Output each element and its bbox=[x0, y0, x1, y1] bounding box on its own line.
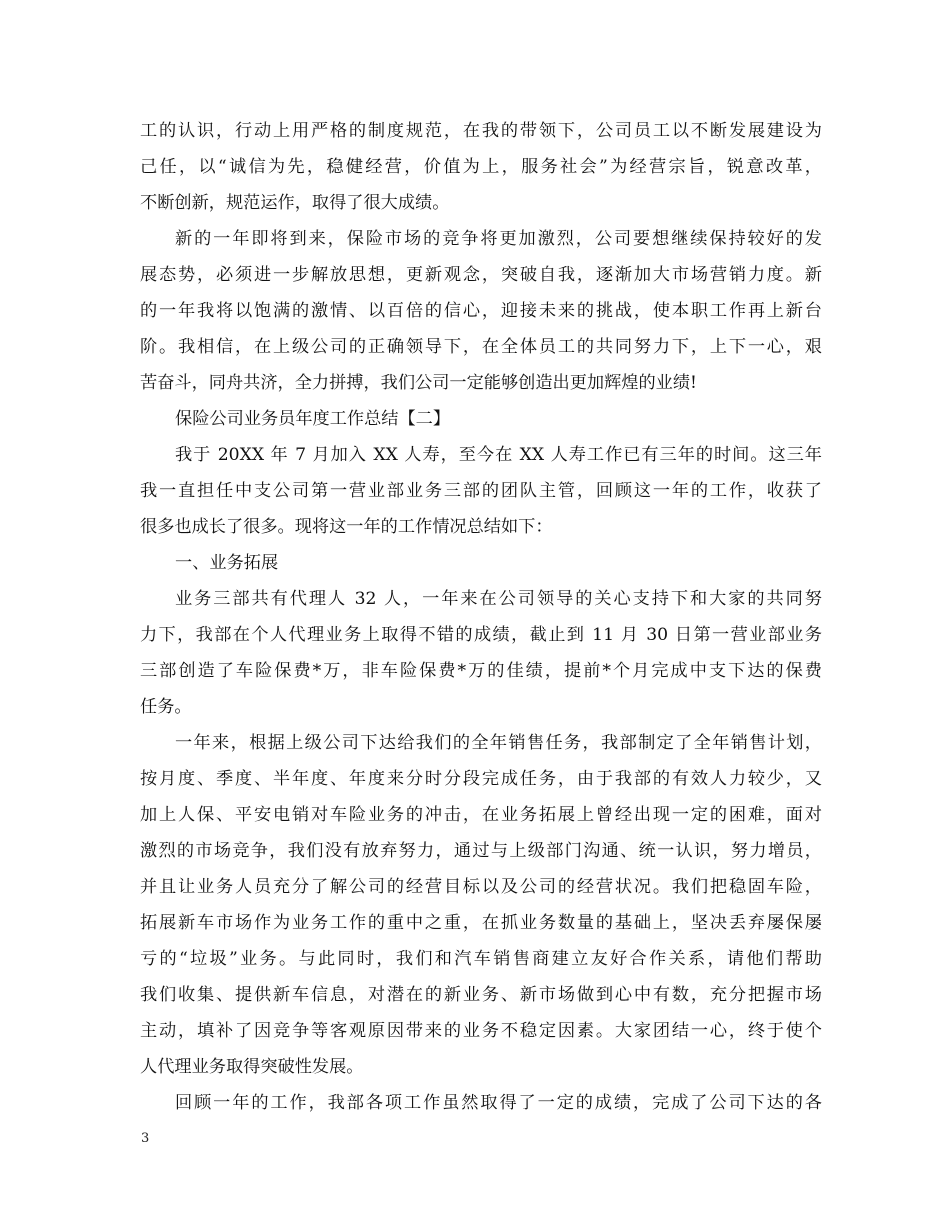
document-body bbox=[140, 113, 822, 1121]
text-line: 按月度、季度、半年度、年度来分时分段完成任务，由于我部的有效人力较少，又 bbox=[140, 769, 822, 789]
text-line: 力下，我部在个人代理业务上取得不错的成绩，截止到 11 月 30 日第一营业部业务 bbox=[140, 625, 822, 645]
text-line: 的一年我将以饱满的激情、以百倍的信心，迎接未来的挑战，使本职工作再上新台 bbox=[140, 301, 822, 321]
text-line: 回顾一年的工作，我部各项工作虽然取得了一定的成绩，完成了公司下达的各 bbox=[175, 1093, 822, 1113]
text-line: 新的一年即将到来，保险市场的竞争将更加激烈，公司要想继续保持较好的发 bbox=[175, 229, 822, 249]
text-line: 激烈的市场竞争，我们没有放弃努力，通过与上级部门沟通、统一认识，努力增员， bbox=[140, 841, 822, 861]
text-line: 我们收集、提供新车信息，对潜在的新业务、新市场做到心中有数，充分把握市场 bbox=[140, 985, 822, 1005]
text-line: 我一直担任中支公司第一营业部业务三部的团队主管，回顾这一年的工作，收获了 bbox=[140, 481, 822, 501]
text-line: 并且让业务人员充分了解公司的经营目标以及公司的经营状况。我们把稳固车险， bbox=[140, 877, 822, 897]
text-line: 亏的“垃圾”业务。与此同时，我们和汽车销售商建立友好合作关系，请他们帮助 bbox=[140, 949, 822, 969]
text-line: 任务。 bbox=[140, 697, 192, 717]
text-line: 苦奋斗，同舟共济，全力拼搏，我们公司一定能够创造出更加辉煌的业绩! bbox=[140, 373, 697, 393]
text-line: 主动，填补了因竞争等客观原因带来的业务不稳定因素。大家团结一心，终于使个 bbox=[140, 1021, 822, 1041]
text-line: 我于 20XX 年 7 月加入 XX 人寿，至今在 XX 人寿工作已有三年的时间。这三年 bbox=[175, 445, 822, 465]
text-line: 人代理业务取得突破性发展。 bbox=[140, 1057, 364, 1077]
text-line: 业务三部共有代理人 32 人，一年来在公司领导的关心支持下和大家的共同努 bbox=[175, 589, 822, 609]
text-line: 很多也成长了很多。现将这一年的工作情况总结如下： bbox=[140, 517, 553, 537]
text-line: 加上人保、平安电销对车险业务的冲击，在业务拓展上曾经出现一定的困难，面对 bbox=[140, 805, 822, 825]
text-line: 己任，以“诚信为先，稳健经营，价值为上，服务社会”为经营宗旨，锐意改革， bbox=[140, 157, 822, 177]
text-line: 三部创造了车险保费*万，非车险保费*万的佳绩，提前*个月完成中支下达的保费 bbox=[140, 661, 822, 681]
text-line: 阶。我相信，在上级公司的正确领导下，在全体员工的共同努力下，上下一心，艰 bbox=[140, 337, 822, 357]
text-line: 拓展新车市场作为业务工作的重中之重，在抓业务数量的基础上，坚决丢弃屡保屡 bbox=[140, 913, 822, 933]
text-line: 不断创新，规范运作，取得了很大成绩。 bbox=[140, 193, 450, 213]
text-line: 一年来，根据上级公司下达给我们的全年销售任务，我部制定了全年销售计划， bbox=[175, 733, 822, 753]
text-line: 工的认识，行动上用严格的制度规范，在我的带领下，公司员工以不断发展建设为 bbox=[140, 121, 822, 141]
subsection-heading: 一、业务拓展 bbox=[175, 553, 279, 573]
text-line: 展态势，必须进一步解放思想，更新观念，突破自我，逐渐加大市场营销力度。新 bbox=[140, 265, 822, 285]
section-heading: 保险公司业务员年度工作总结【二】 bbox=[175, 409, 451, 429]
page-number: 3 bbox=[141, 1131, 150, 1146]
